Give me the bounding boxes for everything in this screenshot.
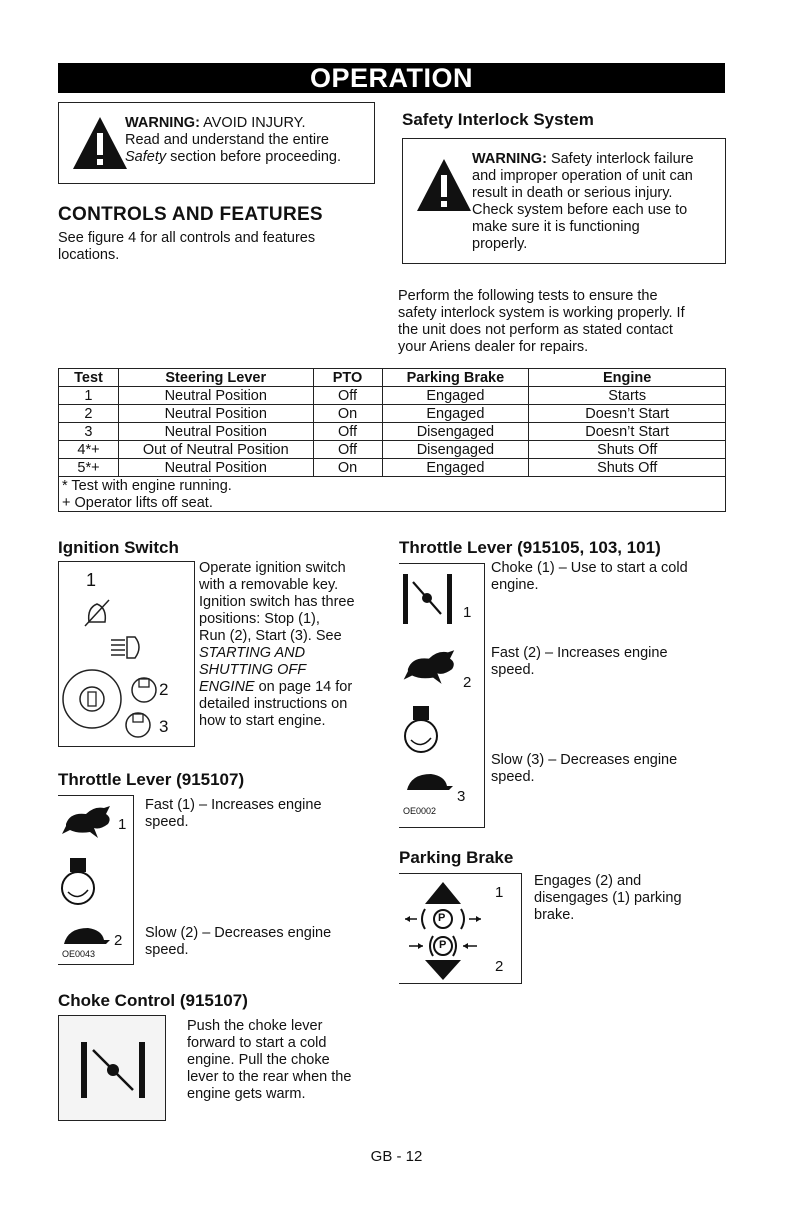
warning-text: section before proceeding.	[166, 149, 342, 165]
figure-label: 2	[114, 932, 123, 949]
choke-lever-icon	[79, 1036, 147, 1104]
ignition-key-switch-icon	[61, 668, 123, 730]
figure-code: OE0043	[62, 949, 96, 959]
table-note: * Test with engine running.	[59, 477, 726, 495]
table-row	[59, 387, 726, 405]
interlock-intro: safety interlock system is working properly. If	[398, 305, 685, 321]
table-cell: Engaged	[382, 405, 529, 423]
table-row	[59, 459, 726, 477]
figure-label: 2	[463, 674, 472, 691]
ignition-figure	[58, 561, 195, 747]
figure-label: 2	[495, 958, 504, 975]
table-cell: Shuts Off	[529, 459, 726, 477]
warning-triangle-icon	[415, 157, 473, 213]
ignition-text: on page 14 for	[254, 679, 353, 695]
controls-text: See figure 4 for all controls and features	[58, 230, 316, 246]
table-cell: On	[313, 459, 382, 477]
choke-figure	[58, 1015, 166, 1121]
choke-text: engine. Pull the choke	[187, 1052, 330, 1068]
warning-text: Check system before each use to	[472, 202, 688, 218]
throttle-slow-text: Slow (2) – Decreases engine	[145, 925, 332, 941]
table-cell: Shuts Off	[529, 441, 726, 459]
table-cell: Off	[313, 423, 382, 441]
warning-text: Read and understand the entire	[125, 132, 329, 148]
ignition-text: detailed instructions on	[199, 696, 348, 712]
choke-heading: Choke Control (915107)	[58, 991, 248, 1010]
throttle-905-figure	[399, 563, 485, 828]
throttle-slow-text: speed.	[491, 769, 535, 785]
table-header: PTO	[313, 369, 382, 387]
ignition-reference: STARTING AND	[199, 645, 306, 661]
table-cell: 1	[59, 387, 119, 405]
table-cell: On	[313, 405, 382, 423]
ignition-heading: Ignition Switch	[58, 538, 179, 557]
throttle-fast-text: speed.	[491, 662, 535, 678]
table-row	[59, 405, 726, 423]
p-letter: P	[439, 939, 447, 951]
ignition-text: with a removable key.	[199, 577, 339, 593]
parking-heading: Parking Brake	[399, 848, 514, 867]
throttle-slow-text: Slow (3) – Decreases engine	[491, 752, 678, 768]
figure-code: OE0002	[403, 806, 437, 816]
interlock-table	[58, 368, 726, 512]
table-row	[59, 423, 726, 441]
table-cell: 4*+	[59, 441, 119, 459]
arrow-up-icon	[423, 880, 463, 906]
ignition-text: Run (2), Start (3). See	[199, 628, 342, 644]
table-cell: Neutral Position	[118, 405, 313, 423]
table-cell: Neutral Position	[118, 423, 313, 441]
interlock-heading: Safety Interlock System	[402, 110, 594, 129]
rabbit-icon	[60, 802, 114, 840]
table-cell: Neutral Position	[118, 387, 313, 405]
turtle-icon	[58, 924, 112, 948]
warning-text: make sure it is functioning	[472, 219, 640, 235]
table-cell: Starts	[529, 387, 726, 405]
warning-box-interlock	[402, 138, 726, 264]
ignition-text: positions: Stop (1),	[199, 611, 320, 627]
parking-figure	[399, 873, 522, 984]
ignition-text: Ignition switch has three	[199, 594, 355, 610]
warning-label: WARNING:	[472, 151, 547, 167]
figure-label: 3	[457, 788, 466, 805]
warning-emphasis: Safety	[125, 149, 167, 165]
table-cell: Disengaged	[382, 423, 529, 441]
arrow-down-icon	[423, 958, 463, 982]
run-icon	[109, 634, 147, 662]
table-cell: Doesn’t Start	[529, 423, 726, 441]
warning-text: Safety interlock failure	[546, 151, 694, 167]
figure-label: 2	[159, 680, 169, 699]
ignition-reference: SHUTTING OFF	[199, 662, 307, 678]
warning-box-avoid-injury	[58, 102, 375, 184]
throttle-fast-text: Fast (2) – Increases engine	[491, 645, 668, 661]
table-note-row	[59, 477, 726, 495]
p-letter: P	[438, 912, 446, 924]
figure-label: 1	[463, 604, 472, 621]
table-cell: 3	[59, 423, 119, 441]
throttle-907-figure	[58, 795, 134, 965]
engine-run-icon	[129, 675, 159, 705]
engine-speed-icon	[403, 704, 443, 756]
throttle-905-heading: Throttle Lever (915105, 103, 101)	[399, 538, 661, 557]
warning-label: WARNING:	[125, 115, 200, 131]
stop-icon	[81, 596, 113, 628]
table-header: Test	[59, 369, 119, 387]
choke-text: lever to the rear when the	[187, 1069, 352, 1085]
table-cell: Engaged	[382, 387, 529, 405]
table-cell: 5*+	[59, 459, 119, 477]
parking-text: disengages (1) parking	[534, 890, 682, 906]
page-title: OPERATION	[58, 63, 725, 93]
throttle-slow-text: speed.	[145, 942, 189, 958]
figure-label: 1	[495, 884, 504, 901]
parking-text: Engages (2) and	[534, 873, 642, 889]
throttle-fast-text: speed.	[145, 814, 189, 830]
choke-text: forward to start a cold	[187, 1035, 327, 1051]
engine-start-icon	[123, 710, 153, 740]
throttle-choke-text: Choke (1) – Use to start a cold	[491, 560, 688, 576]
table-note: + Operator lifts off seat.	[59, 494, 726, 512]
page-number: GB - 12	[370, 1148, 423, 1165]
warning-title: AVOID INJURY.	[199, 115, 306, 131]
choke-text: engine gets warm.	[187, 1086, 306, 1102]
rabbit-icon	[401, 646, 459, 686]
figure-label: 3	[159, 717, 169, 736]
table-cell: Disengaged	[382, 441, 529, 459]
table-row	[59, 441, 726, 459]
warning-triangle-icon	[71, 115, 129, 171]
ignition-text: how to start engine.	[199, 713, 326, 729]
throttle-choke-text: engine.	[491, 577, 539, 593]
table-header-row	[59, 369, 726, 387]
table-header: Parking Brake	[382, 369, 529, 387]
table-note-row	[59, 494, 726, 512]
table-cell: Off	[313, 387, 382, 405]
table-cell: Off	[313, 441, 382, 459]
table-header: Engine	[529, 369, 726, 387]
figure-label: 1	[118, 816, 127, 833]
warning-text: result in death or serious injury.	[472, 185, 673, 201]
interlock-intro: the unit does not perform as stated contact	[398, 322, 673, 338]
choke-lever-icon	[401, 570, 455, 628]
choke-text: Push the choke lever	[187, 1018, 323, 1034]
turtle-icon	[401, 770, 455, 794]
interlock-intro: your Ariens dealer for repairs.	[398, 339, 589, 355]
throttle-fast-text: Fast (1) – Increases engine	[145, 797, 322, 813]
engine-speed-icon	[60, 856, 100, 908]
table-cell: Neutral Position	[118, 459, 313, 477]
warning-text: and improper operation of unit can	[472, 168, 693, 184]
throttle-907-heading: Throttle Lever (915107)	[58, 770, 245, 789]
parking-text: brake.	[534, 907, 575, 923]
ignition-reference: ENGINE	[199, 679, 255, 695]
table-cell: Doesn’t Start	[529, 405, 726, 423]
figure-label: 1	[86, 570, 97, 590]
table-cell: 2	[59, 405, 119, 423]
warning-text: properly.	[472, 236, 528, 252]
table-header: Steering Lever	[118, 369, 313, 387]
table-cell: Out of Neutral Position	[118, 441, 313, 459]
controls-heading: CONTROLS AND FEATURES	[58, 204, 323, 225]
table-cell: Engaged	[382, 459, 529, 477]
ignition-text: Operate ignition switch	[199, 560, 346, 576]
controls-text: locations.	[58, 247, 120, 263]
interlock-intro: Perform the following tests to ensure the	[398, 288, 658, 304]
